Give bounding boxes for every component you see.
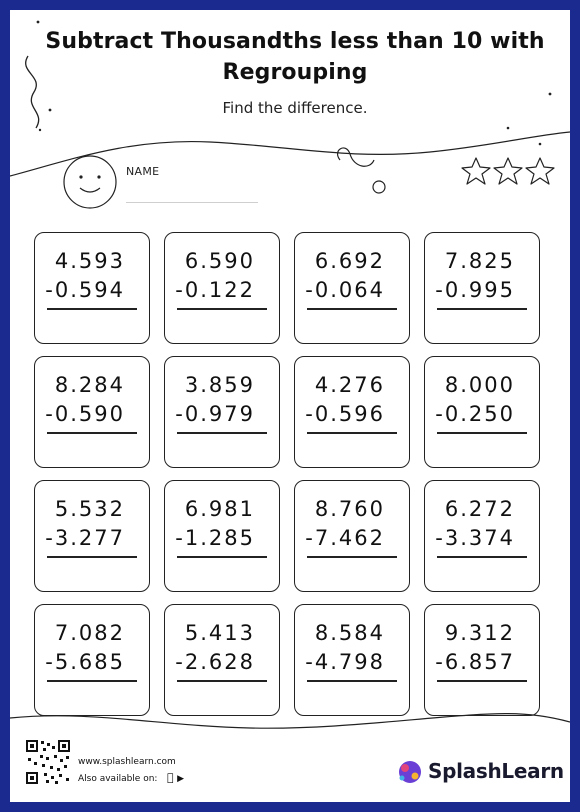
name-label: NAME	[126, 165, 160, 178]
minuend: 8.584	[314, 621, 385, 645]
subtrahend: -6.857	[435, 650, 515, 674]
problem-card	[424, 232, 540, 344]
problem-card	[34, 232, 150, 344]
subtrahend: -0.995	[435, 278, 515, 302]
minuend: 3.859	[184, 373, 255, 397]
problem-card	[34, 356, 150, 468]
subtrahend: -0.064	[305, 278, 385, 302]
subtrahend: -1.285	[175, 526, 255, 550]
minuend: 8.000	[444, 373, 515, 397]
answer-line[interactable]	[177, 556, 267, 558]
problem-card	[164, 480, 280, 592]
answer-line[interactable]	[437, 308, 527, 310]
minuend: 6.590	[184, 249, 255, 273]
subtrahend: -0.596	[305, 402, 385, 426]
splashlearn-logo-icon	[399, 761, 421, 783]
problem-card	[294, 232, 410, 344]
answer-line[interactable]	[177, 432, 267, 434]
sparkle-dot	[37, 21, 40, 24]
website-link[interactable]: www.splashlearn.com	[78, 757, 176, 767]
answer-line[interactable]	[307, 680, 397, 682]
subtrahend: -2.628	[175, 650, 255, 674]
problem-card	[34, 604, 150, 716]
subtrahend: -7.462	[305, 526, 385, 550]
apple-icon[interactable]	[167, 771, 174, 784]
problem-grid	[34, 232, 540, 716]
answer-line[interactable]	[437, 680, 527, 682]
subtrahend: -0.250	[435, 402, 515, 426]
worksheet-page	[10, 10, 570, 802]
minuend: 5.413	[184, 621, 255, 645]
answer-line[interactable]	[307, 556, 397, 558]
available-on-text: Also available on:	[78, 774, 158, 784]
answer-line[interactable]	[47, 308, 137, 310]
problem-card	[34, 480, 150, 592]
subtrahend: -0.979	[175, 402, 255, 426]
minuend: 6.692	[314, 249, 385, 273]
qr-code	[26, 740, 70, 784]
worksheet-title: Subtract Thousandths less than 10 with Regrouping	[45, 29, 545, 85]
subtrahend: -0.122	[175, 278, 255, 302]
subtrahend: -0.594	[45, 278, 125, 302]
sparkle-dot	[39, 129, 41, 131]
problem-card	[424, 604, 540, 716]
answer-line[interactable]	[47, 432, 137, 434]
star-icon	[494, 158, 522, 184]
rating-stars	[462, 158, 554, 184]
answer-line[interactable]	[307, 308, 397, 310]
minuend: 6.981	[184, 497, 255, 521]
answer-line[interactable]	[177, 308, 267, 310]
problem-card	[294, 604, 410, 716]
answer-line[interactable]	[307, 432, 397, 434]
star-icon	[462, 158, 490, 184]
minuend: 5.532	[54, 497, 125, 521]
play-store-icon[interactable]: ▶	[167, 774, 174, 784]
subtrahend: -3.374	[435, 526, 515, 550]
problem-card	[164, 604, 280, 716]
answer-line[interactable]	[47, 680, 137, 682]
problem-card	[164, 232, 280, 344]
answer-line[interactable]	[437, 432, 527, 434]
brand-name: SplashLearn	[428, 759, 564, 783]
subtrahend: -3.277	[45, 526, 125, 550]
answer-line[interactable]	[437, 556, 527, 558]
sparkle-dot	[539, 143, 542, 146]
instruction-text: Find the difference.	[222, 99, 368, 117]
minuend: 4.593	[54, 249, 125, 273]
problem-card	[424, 356, 540, 468]
smiley-face-icon	[64, 156, 116, 208]
name-field[interactable]	[126, 202, 258, 203]
subtrahend: -0.590	[45, 402, 125, 426]
store-icons	[167, 771, 184, 784]
minuend: 8.284	[54, 373, 125, 397]
star-icon	[526, 158, 554, 184]
problem-card	[294, 480, 410, 592]
minuend: 4.276	[314, 373, 385, 397]
answer-line[interactable]	[47, 556, 137, 558]
subtrahend: -4.798	[305, 650, 385, 674]
minuend: 9.312	[444, 621, 515, 645]
minuend: 6.272	[444, 497, 515, 521]
minuend: 7.825	[444, 249, 515, 273]
problem-card	[424, 480, 540, 592]
bubble-decoration	[373, 181, 385, 193]
problem-card	[164, 356, 280, 468]
minuend: 8.760	[314, 497, 385, 521]
sparkle-dot	[507, 127, 510, 130]
subtrahend: -5.685	[45, 650, 125, 674]
problem-card	[294, 356, 410, 468]
answer-line[interactable]	[177, 680, 267, 682]
swirl-decoration	[338, 148, 374, 166]
minuend: 7.082	[54, 621, 125, 645]
sparkle-dot	[549, 93, 552, 96]
